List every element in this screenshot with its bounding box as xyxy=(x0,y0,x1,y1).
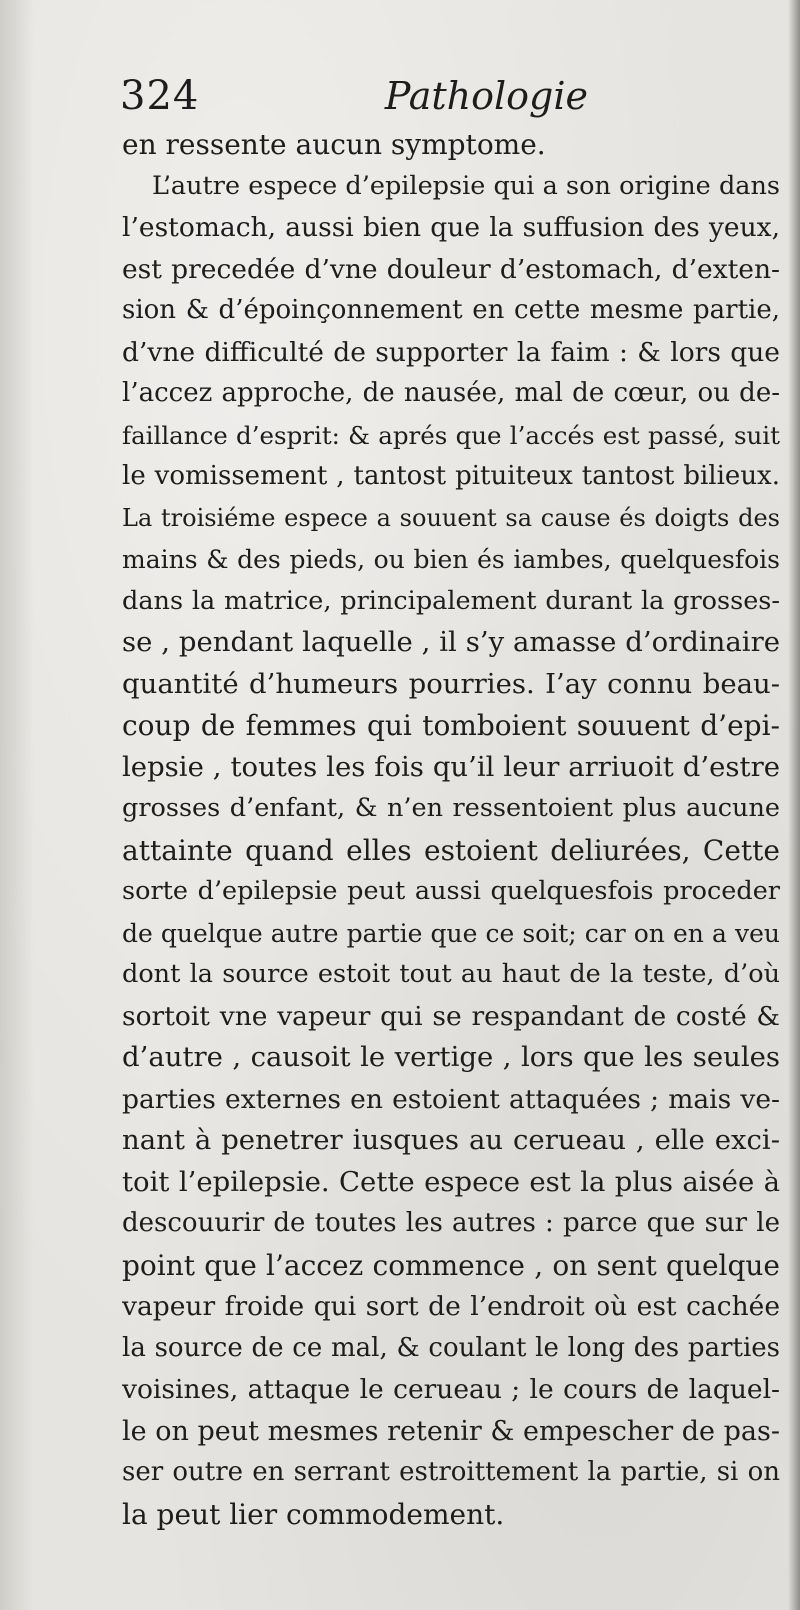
text-line: voisines, attaque le cerueau ; le cours de laquel- xyxy=(122,1374,780,1405)
text-line: vapeur froide qui sort de l’endroit où est cachée xyxy=(122,1291,780,1322)
text-line: ser outre en serrant estroittement la partie, si on xyxy=(122,1457,780,1487)
text-line: la source de ce mal, & coulant le long des parties xyxy=(122,1332,780,1363)
text-line: mains & des pieds, ou bien és iambes, quelquesfois xyxy=(122,545,780,574)
text-line: l’estomach, aussi bien que la suffusion des yeux, xyxy=(122,212,780,243)
page-number: 324 xyxy=(120,73,200,119)
text-line: quantité d’humeurs pourries. I’ay connu beau- xyxy=(122,667,780,700)
text-line: en ressente aucun symptome. xyxy=(122,128,546,161)
text-line: est precedée d’vne douleur d’estomach, d’exten- xyxy=(122,253,780,285)
text-line: de quelque autre partie que ce soit; car on en a veu xyxy=(122,918,780,948)
text-line: L’autre espece d’epilepsie qui a son origine dans xyxy=(152,170,780,201)
text-line: parties externes en estoient attaquées ; mais ve- xyxy=(122,1083,780,1115)
text-line: d’vne difficulté de supporter la faim : & lors que xyxy=(122,336,780,368)
text-line: grosses d’enfant, & n’en ressentoient plus aucune xyxy=(122,793,780,823)
text-line: point que l’accez commence , on sent quelque xyxy=(122,1248,780,1282)
page-edge-shadow xyxy=(788,0,800,1610)
text-line: toit l’epilepsie. Cette espece est la plus aisée à xyxy=(122,1165,780,1198)
running-title: Pathologie xyxy=(384,74,588,118)
text-line: sion & d’époinçonnement en cette mesme partie, xyxy=(122,295,780,325)
text-line: nant à penetrer iusques au cerueau , elle exci- xyxy=(122,1124,780,1156)
page-gutter-shadow xyxy=(0,0,34,1610)
text-line: le vomissement , tantost pituiteux tantost bilieux. xyxy=(122,461,780,491)
text-line: descouurir de toutes les autres : parce que sur le xyxy=(122,1208,780,1238)
text-line: lepsie , toutes les fois qu’il leur arriuoit d’estre xyxy=(122,750,780,783)
text-line: dont la source estoit tout au haut de la teste, d’où xyxy=(122,959,780,989)
running-head xyxy=(120,68,588,124)
text-line: attainte quand elles estoient deliurées, Cette xyxy=(122,833,780,867)
text-line: d’autre , causoit le vertige , lors que les seules xyxy=(122,1041,780,1073)
text-line: le on peut mesmes retenir & empescher de pas- xyxy=(122,1415,780,1447)
text-line: dans la matrice, principalement durant la grosses- xyxy=(122,585,780,616)
text-line: se , pendant laquelle , il s’y amasse d’ordinaire xyxy=(122,626,780,658)
text-line: faillance d’esprit: & aprés que l’accés est passé, suit xyxy=(122,420,780,450)
text-line: sorte d’epilepsie peut aussi quelquesfois proceder xyxy=(122,876,780,906)
text-line: sortoit vne vapeur qui se respandant de costé & xyxy=(122,1000,780,1032)
text-line: coup de femmes qui tomboient souuent d’epi- xyxy=(122,709,780,742)
text-line: la peut lier commodement. xyxy=(122,1497,505,1531)
text-line: l’accez approche, de nausée, mal de cœur, ou de- xyxy=(122,378,780,408)
body-text xyxy=(122,124,780,1535)
text-line: La troisiéme espece a souuent sa cause és doigts des xyxy=(122,503,780,532)
